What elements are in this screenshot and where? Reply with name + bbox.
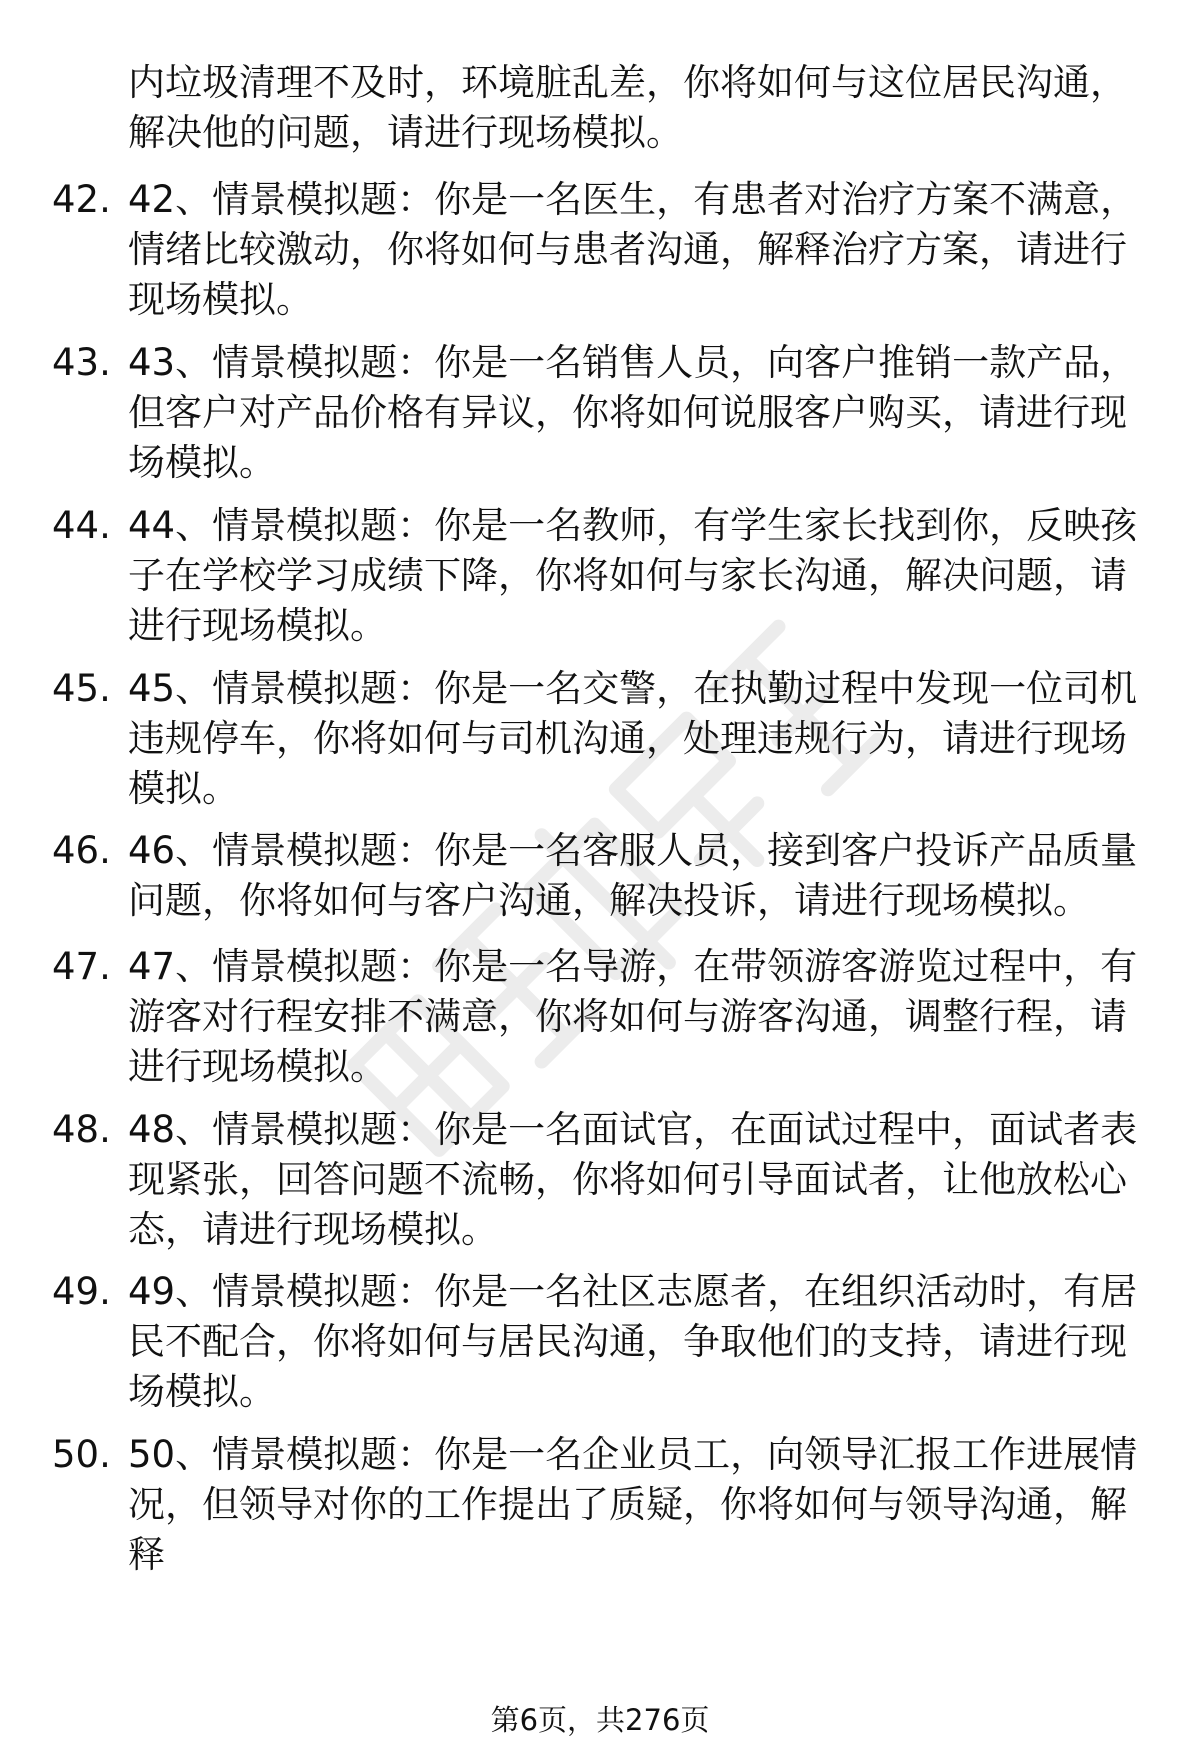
item-number: 42.	[52, 178, 111, 221]
item-text: 42、情景模拟题：你是一名医生，有患者对治疗方案不满意，情绪比较激动，你将如何与患者沟通，解释治疗方案，请进行现场模拟。	[128, 178, 1138, 321]
item-text: 49、情景模拟题：你是一名社区志愿者，在组织活动时，有居民不配合，你将如何与居民沟通，争取他们的支持，请进行现场模拟。	[128, 1270, 1138, 1413]
item-text: 45、情景模拟题：你是一名交警，在执勤过程中发现一位司机违规停车，你将如何与司机沟通，处理违规行为，请进行现场模拟。	[128, 667, 1138, 810]
item-text: 44、情景模拟题：你是一名教师，有学生家长找到你，反映孩子在学校学习成绩下降，你将如何与家长沟通，解决问题，请进行现场模拟。	[128, 504, 1138, 647]
item-number: 48.	[52, 1108, 111, 1151]
item-number: 45.	[52, 667, 111, 710]
item-number: 44.	[52, 504, 111, 547]
page-footer: 第6页，共276页	[490, 1703, 710, 1737]
item-number: 47.	[52, 945, 111, 988]
continued-paragraph: 内垃圾清理不及时，环境脏乱差，你将如何与这位居民沟通，解决他的问题，请进行现场模拟。	[128, 61, 1127, 154]
item-number: 49.	[52, 1270, 111, 1313]
item-text: 46、情景模拟题：你是一名客服人员，接到客户投诉产品质量问题，你将如何与客户沟通，解决投诉，请进行现场模拟。	[128, 829, 1138, 922]
item-text: 47、情景模拟题：你是一名导游，在带领游客游览过程中，有游客对行程安排不满意，你将如何与游客沟通，调整行程，请进行现场模拟。	[128, 945, 1138, 1088]
item-text: 48、情景模拟题：你是一名面试官，在面试过程中，面试者表现紧张，回答问题不流畅，你将如何引导面试者，让他放松心态，请进行现场模拟。	[128, 1108, 1138, 1251]
item-number: 50.	[52, 1433, 111, 1476]
item-text: 43、情景模拟题：你是一名销售人员，向客户推销一款产品，但客户对产品价格有异议，你将如何说服客户购买，请进行现场模拟。	[128, 341, 1138, 484]
item-text: 50、情景模拟题：你是一名企业员工，向领导汇报工作进展情况，但领导对你的工作提出了质疑，你将如何与领导沟通，解释	[128, 1433, 1138, 1576]
item-number: 46.	[52, 829, 111, 872]
item-number: 43.	[52, 341, 111, 384]
